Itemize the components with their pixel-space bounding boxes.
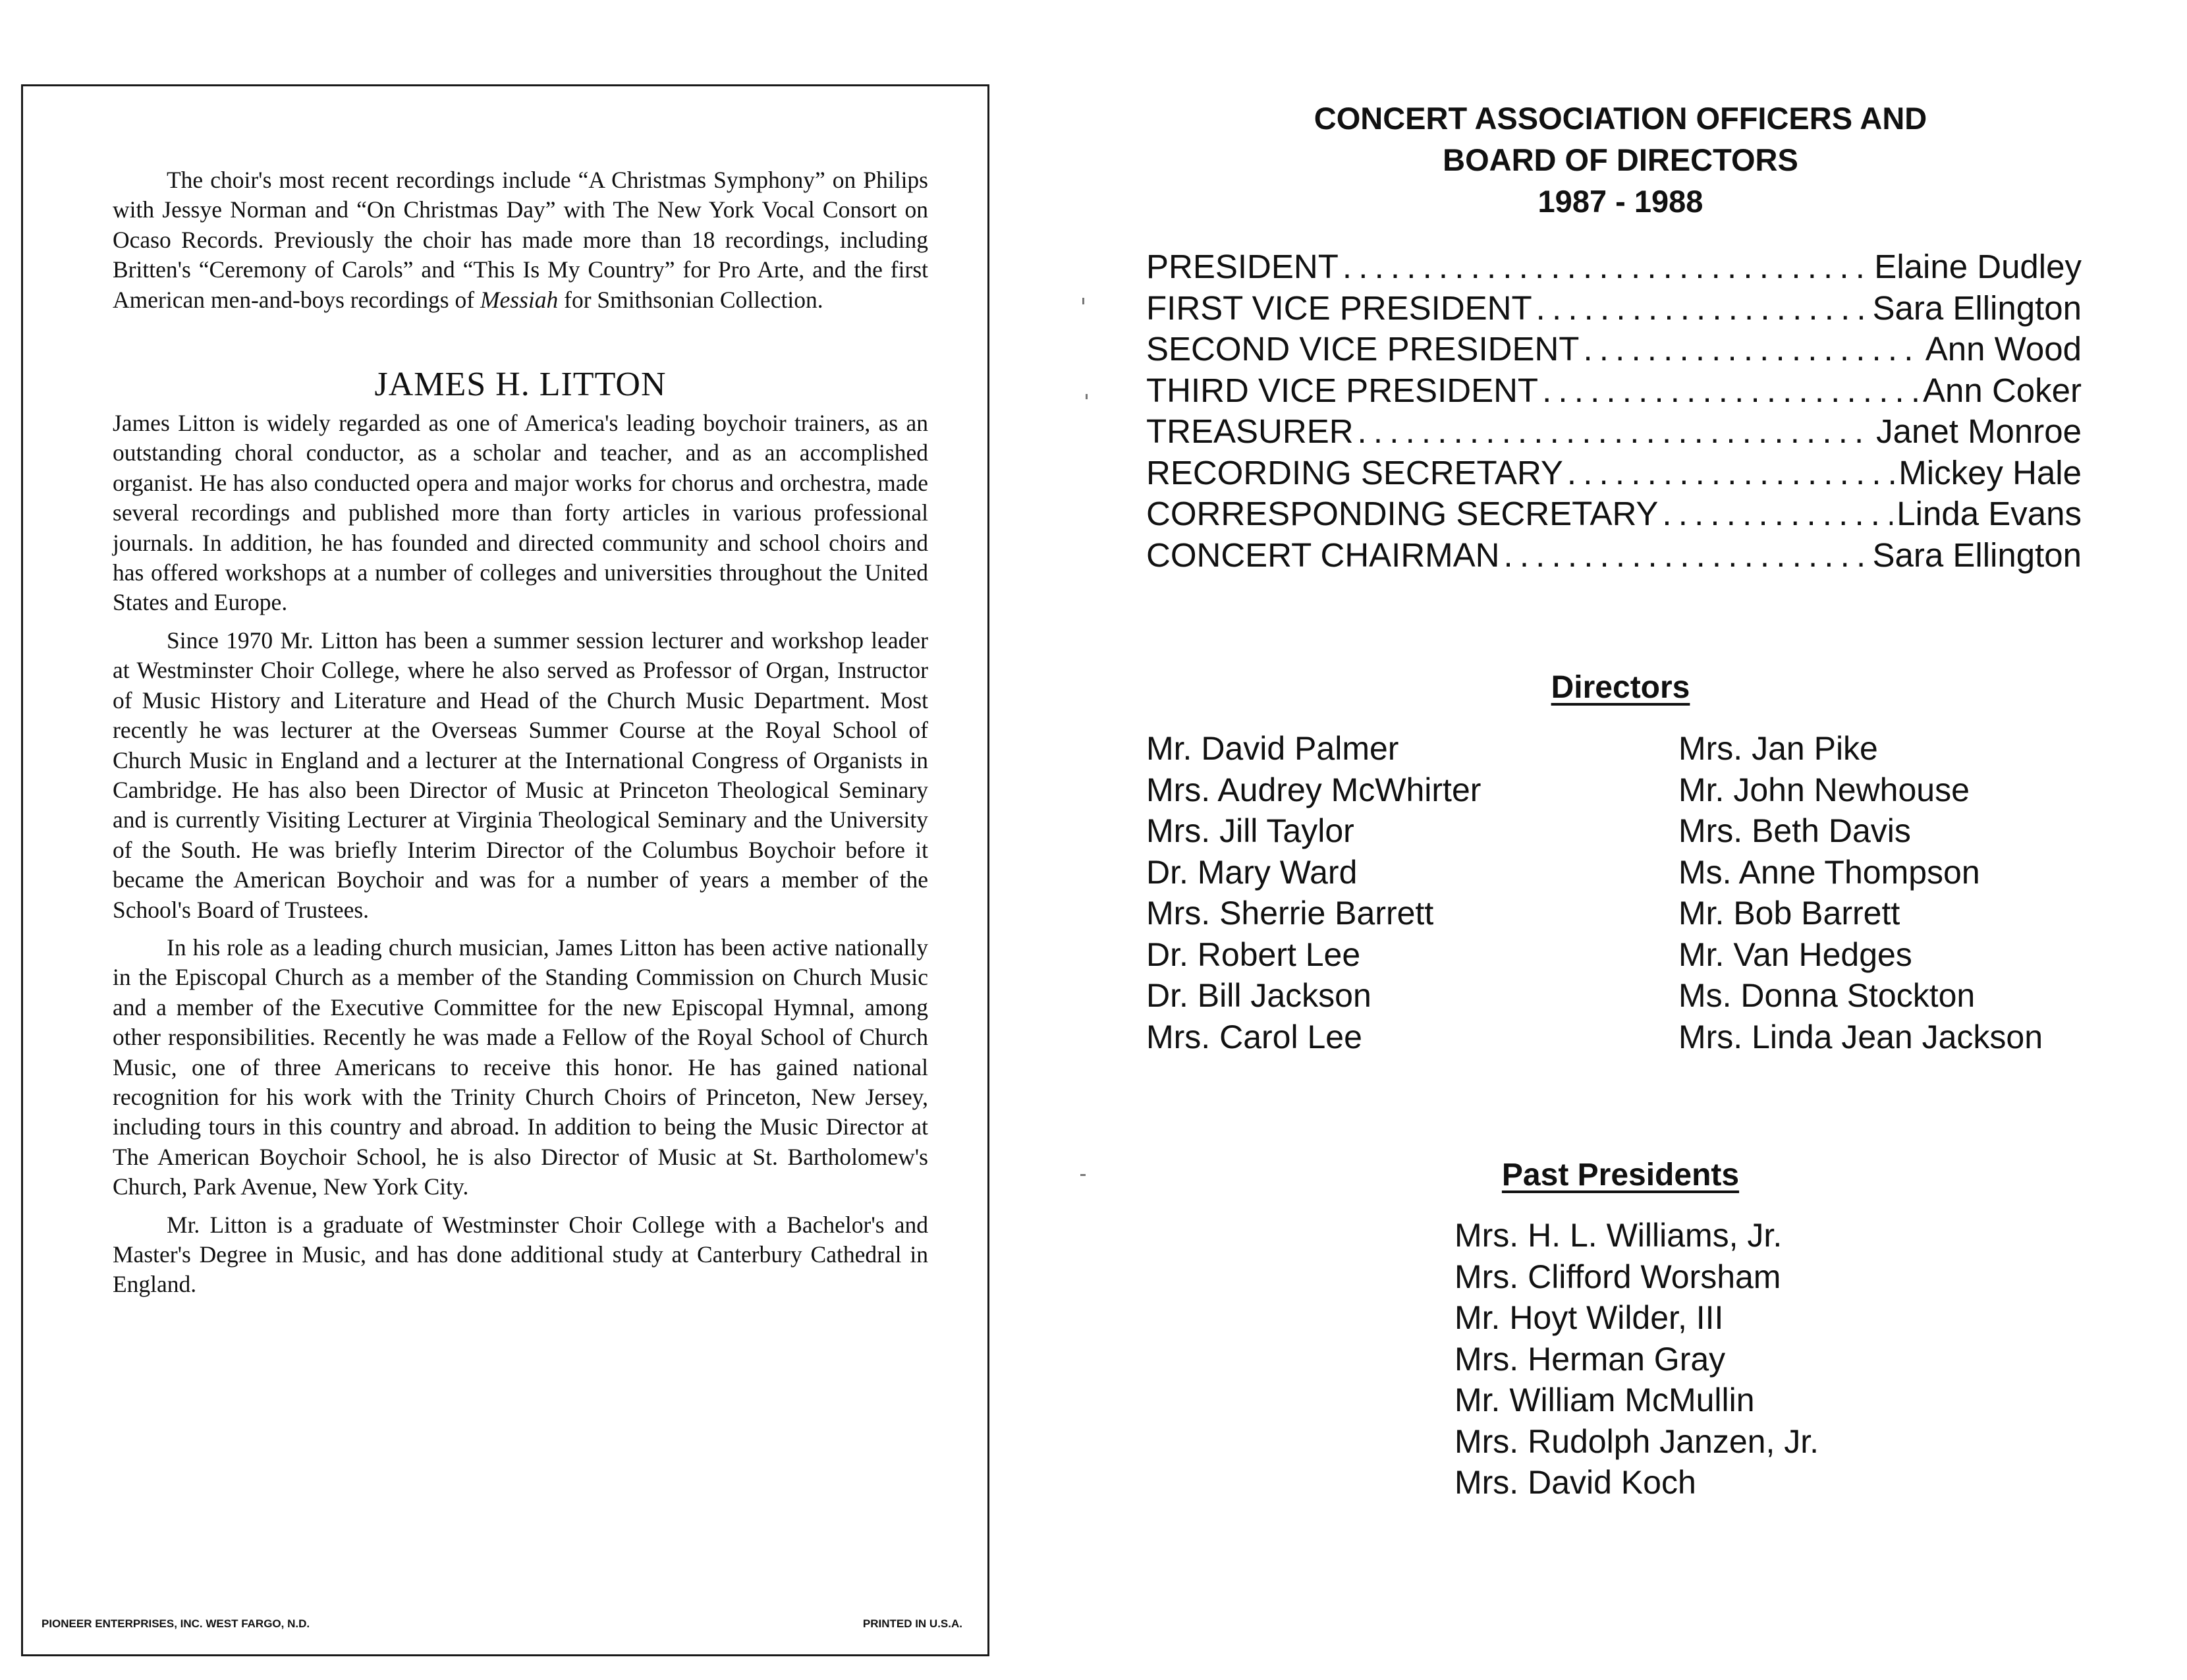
director-name: Mrs. Audrey McWhirter	[1146, 771, 1481, 808]
past-president-name: Mrs. Herman Gray	[1454, 1340, 1726, 1378]
scan-speck	[1086, 394, 1088, 399]
printed-in-usa: PRINTED IN U.S.A.	[862, 1617, 962, 1630]
scan-speck	[1082, 298, 1084, 304]
officer-row: CORRESPONDING SECRETARY . . . Linda Evans	[1146, 493, 2082, 535]
director-name: Mr. Van Hedges	[1678, 936, 1912, 973]
past-president-name: Mr. William McMullin	[1454, 1382, 1755, 1418]
bio-paragraph-4: Mr. Litton is a graduate of Westminster Choir College with a Bachelor's and Master's Degree in Music, and has done additional study at Canterbury Cathedral in England.	[113, 1211, 928, 1298]
director-name: Mr. John Newhouse	[1678, 771, 1970, 808]
intro-paragraph: The choir's most recent recordings include “A Christmas Symphony” on Philips with Jessye Norman and “On Christmas Day” with The New York Vocal Consort on Ocaso Records. Previously the choir has made more than 18 recordings, including Britten's “Ceremony of Carols” and “This Is My Country” for Pro Arte, and the first American men-and-boys recordings of Messiah for Smithsonian Collection.	[113, 167, 928, 313]
officer-row: SECOND VICE PRESIDENT . . . Ann Wood	[1146, 329, 2082, 370]
director-name: Ms. Donna Stockton	[1678, 977, 1976, 1014]
director-name: Mrs. Carol Lee	[1146, 1018, 1362, 1055]
director-name: Mr. David Palmer	[1146, 730, 1399, 767]
past-president-name: Mrs. H. L. Williams, Jr.	[1454, 1217, 1783, 1254]
officers-title: CONCERT ASSOCIATION OFFICERS AND BOARD OF DIRECTORS 1987 - 1988	[1314, 101, 1927, 219]
officer-row: TREASURER . . . Janet Monroe	[1146, 411, 2082, 453]
past-president-name: Mrs. Clifford Worsham	[1454, 1258, 1781, 1295]
past-president-name: Mrs. David Koch	[1454, 1464, 1696, 1501]
messiah-title: Messiah	[480, 286, 559, 313]
bio-paragraph-2: Since 1970 Mr. Litton has been a summer session lecturer and workshop leader at Westminster Choir College, where he also served as Professor of Organ, Instructor of Music History and Literature and Head of the Church Music Department. Most recently he was lecturer at the Overseas Summer Course at the Royal School of Church Music in England and a lecturer at the International Congress of Organists in Cambridge. He has also been Director of Music at Princeton Theological Seminary and is currently Visiting Lecturer at Virginia Theological Seminary and the University of the South. He was briefly Interim Director of the Columbus Boychoir before it became the American Boychoir and was for a number of years a member of the School's Board of Trustees.	[113, 627, 928, 923]
director-name: Mrs. Jan Pike	[1678, 730, 1878, 767]
left-page-frame	[21, 84, 989, 1656]
officer-row: PRESIDENT . . . Elaine Dudley	[1146, 246, 2082, 288]
bio-heading: JAMES H. LITTON	[374, 366, 667, 404]
director-name: Mrs. Linda Jean Jackson	[1678, 1018, 2043, 1055]
director-name: Ms. Anne Thompson	[1678, 853, 1980, 891]
director-name: Dr. Bill Jackson	[1146, 977, 1371, 1014]
past-president-name: Mrs. Rudolph Janzen, Jr.	[1454, 1422, 1819, 1460]
past-presidents-heading: Past Presidents	[1501, 1158, 1740, 1192]
director-name: Mr. Bob Barrett	[1678, 895, 1900, 932]
director-name: Mrs. Beth Davis	[1678, 812, 1911, 849]
director-name: Dr. Robert Lee	[1146, 936, 1361, 973]
past-president-name: Mr. Hoyt Wilder, III	[1454, 1299, 1724, 1336]
director-name: Mrs. Sherrie Barrett	[1146, 895, 1434, 932]
left-page-text	[113, 165, 928, 1308]
directors-heading: Directors	[1551, 670, 1690, 705]
officer-row: RECORDING SECRETARY . . . Mickey Hale	[1146, 453, 2082, 494]
bio-paragraph-1: James Litton is widely regarded as one of America's leading boychoir trainers, as an outstanding choral conductor, as a scholar and teacher, and as an accomplished organist. He has also conducted opera and major works for chorus and orchestra, made several recordings and published more than forty articles in various professional journals. In addition, he has founded and directed community and school choirs and has offered workshops at a number of colleges and universities throughout the United States and Europe.	[113, 410, 928, 616]
directors-column-left	[1146, 728, 1481, 1057]
bio-paragraph-3: In his role as a leading church musician, James Litton has been active nationally in the Episcopal Church as a member of the Standing Commission on Church Music and a member of the Executive Committee for the new Episcopal Hymnal, among other responsibilities. Recently he was made a Fellow of the Royal School of Church Music, one of three Americans to receive this honor. He has gained national recognition for his work with the Trinity Church Choirs of Princeton, New Jersey, including tours in this country and abroad. In addition to being the Music Director at The American Boychoir School, he is also Director of Music at St. Bartholomew's Church, Park Avenue, New York City.	[113, 934, 928, 1200]
director-name: Dr. Mary Ward	[1146, 853, 1358, 891]
director-name: Mrs. Jill Taylor	[1146, 812, 1354, 849]
officer-row: FIRST VICE PRESIDENT . . . Sara Ellington	[1146, 288, 2082, 329]
printer-credit: PIONEER ENTERPRISES, INC. WEST FARGO, N.D.	[42, 1617, 310, 1630]
officer-row: THIRD VICE PRESIDENT . . . Ann Coker	[1146, 370, 2082, 412]
past-presidents-list	[1454, 1215, 1819, 1503]
scan-speck	[1080, 1174, 1086, 1176]
officer-row: CONCERT CHAIRMAN . . . Sara Ellington	[1146, 535, 2082, 576]
officers-list	[1146, 246, 2082, 576]
directors-column-right	[1678, 728, 2043, 1057]
